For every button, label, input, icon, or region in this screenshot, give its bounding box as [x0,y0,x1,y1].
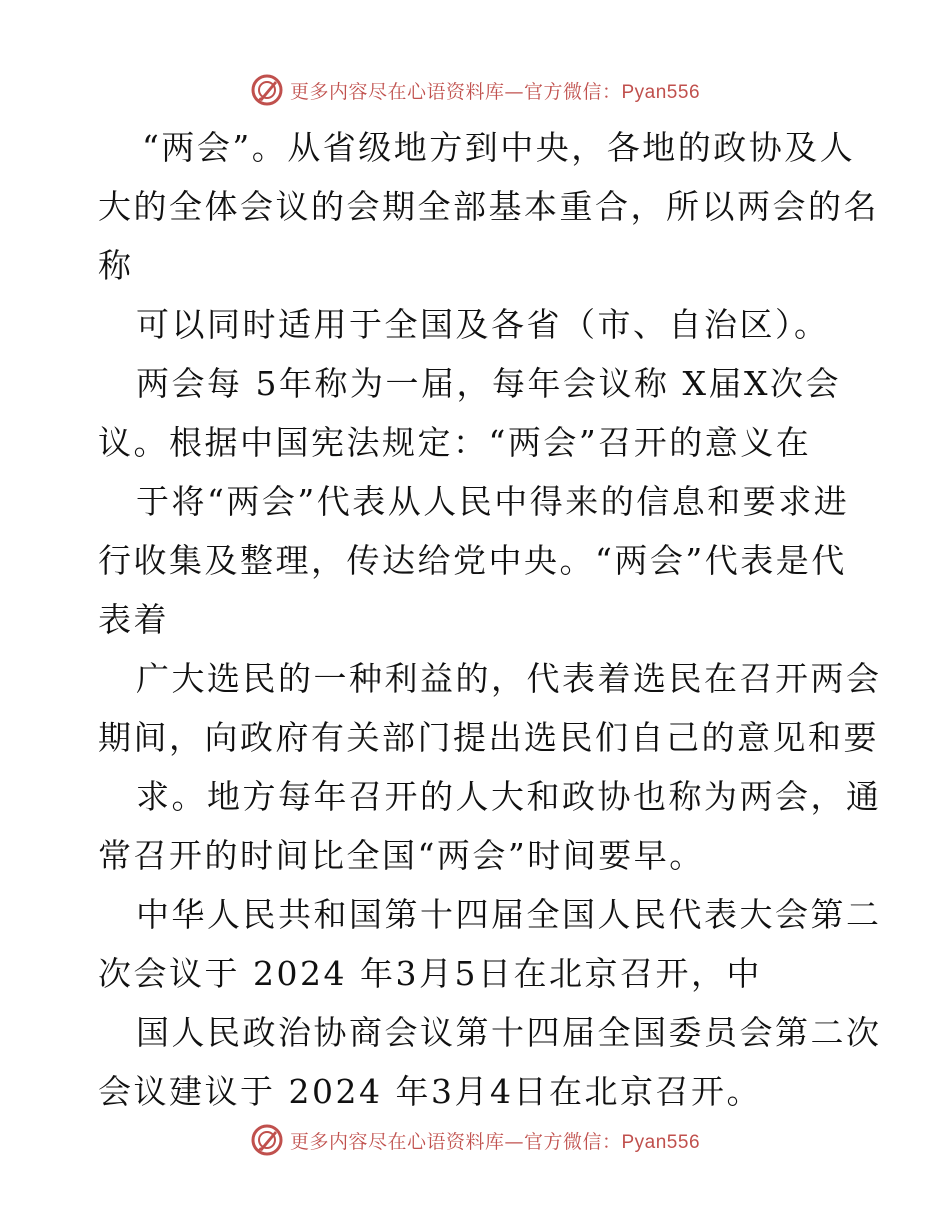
watermark-prefix: 更多内容尽在心语资料库—官方微信： [289,1130,622,1153]
text-line: 会议建议于 2024 年3月4日在北京召开。 [98,1072,762,1111]
quill-logo-icon [250,73,284,107]
header-watermark [0,70,950,110]
watermark-text [290,77,700,104]
text-line: 可以同时适用于全国及各省（市、自治区）。 [136,305,830,344]
text-line: 常召开的时间比全国“两会”时间要早。 [98,836,705,875]
text-line: 称 [98,246,134,285]
document-body [98,118,882,1121]
text-line: 行收集及整理，传达给党中央。“两会”代表是代 [98,541,847,580]
text-line: 次会议于 2024 年3月5日在北京召开，中 [98,954,762,993]
text-line: 中华人民共和国第十四届全国人民代表大会第二 [136,895,882,934]
text-line: 表着 [98,600,169,639]
text-line: 国人民政治协商会议第十四届全国委员会第二次 [136,1013,882,1052]
watermark-wechat-id: Pyan556 [621,1131,701,1153]
text-line: 广大选民的一种利益的，代表着选民在召开两会 [136,659,882,698]
watermark-wechat-id: Pyan556 [621,81,701,103]
text-line: 于将“两会”代表从人民中得来的信息和要求进 [136,482,850,521]
watermark-prefix: 更多内容尽在心语资料库—官方微信： [289,80,622,103]
text-line: 两会每 5年称为一届，每年会议称 X届X次会 [136,364,841,403]
text-line: “两会”。从省级地方到中央，各地的政协及人 [142,128,856,167]
text-line: 议。根据中国宪法规定：“两会”召开的意义在 [98,423,812,462]
footer-watermark [0,1120,950,1160]
text-line: 求。地方每年召开的人大和政协也称为两会，通 [136,777,882,816]
watermark-text [290,1127,700,1154]
text-line: 大的全体会议的会期全部基本重合，所以两会的名 [98,187,879,226]
quill-logo-icon [250,1123,284,1157]
text-line: 期间，向政府有关部门提出选民们自己的意见和要 [98,718,879,757]
